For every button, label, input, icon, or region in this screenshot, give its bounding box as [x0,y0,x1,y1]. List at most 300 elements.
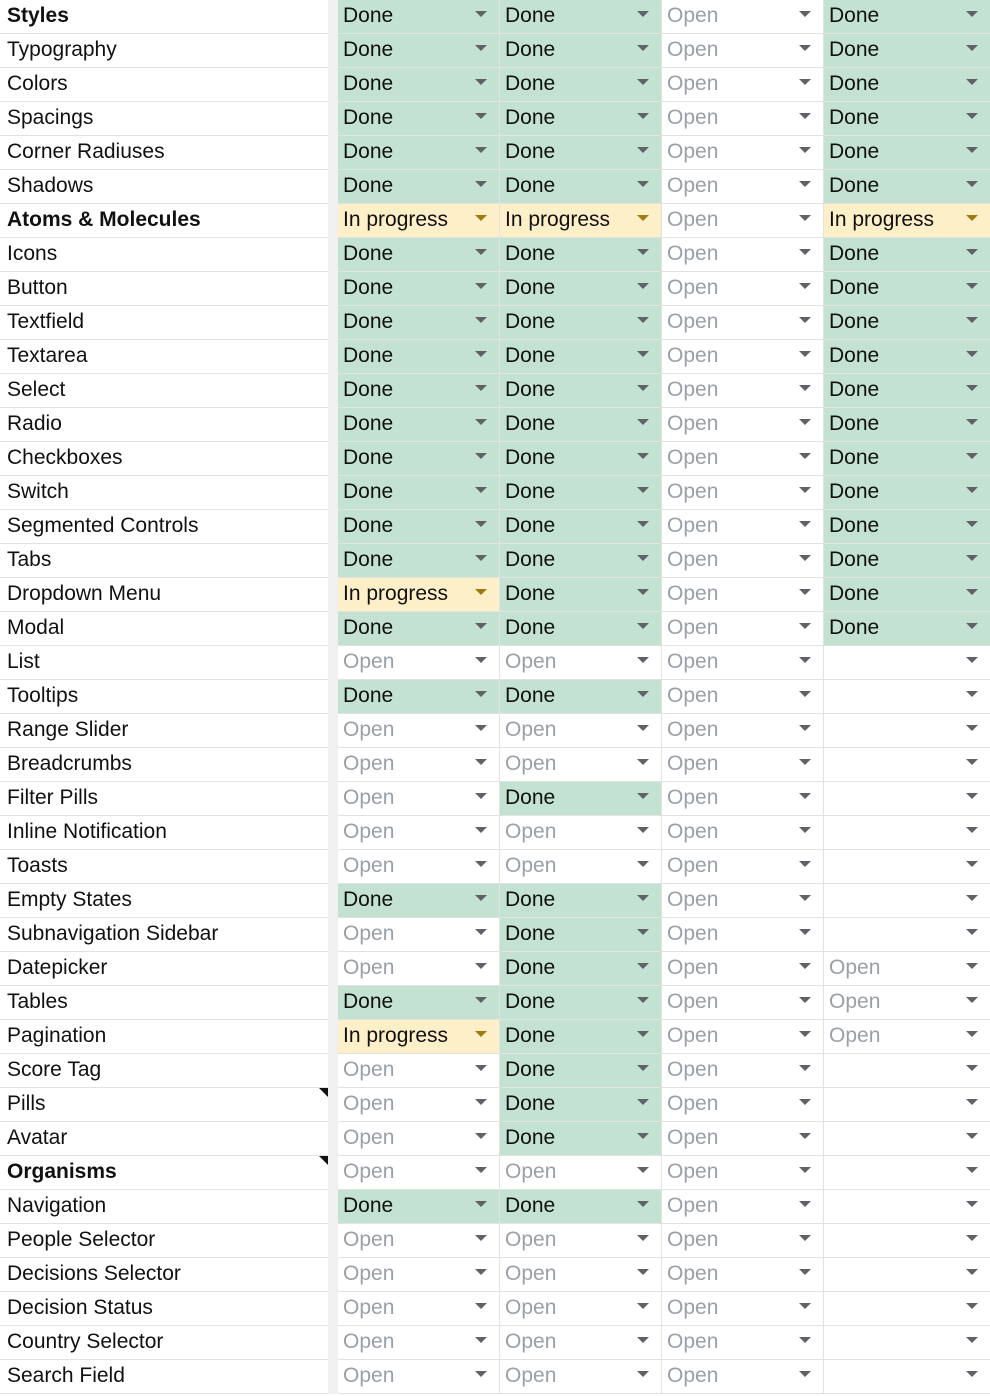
status-dropdown[interactable] [824,1156,990,1190]
chevron-down-icon[interactable] [966,419,978,425]
chevron-down-icon[interactable] [475,759,487,765]
chevron-down-icon[interactable] [637,691,649,697]
chevron-down-icon[interactable] [637,283,649,289]
chevron-down-icon[interactable] [799,79,811,85]
chevron-down-icon[interactable] [799,555,811,561]
chevron-down-icon[interactable] [637,1371,649,1377]
status-dropdown[interactable] [662,204,824,238]
chevron-down-icon[interactable] [475,45,487,51]
chevron-down-icon[interactable] [799,1133,811,1139]
component-name-cell[interactable] [0,306,328,340]
chevron-down-icon[interactable] [637,963,649,969]
chevron-down-icon[interactable] [475,79,487,85]
status-dropdown[interactable] [338,748,500,782]
status-dropdown[interactable] [338,612,500,646]
status-dropdown[interactable] [662,918,824,952]
status-dropdown[interactable] [338,1122,500,1156]
status-dropdown[interactable] [662,748,824,782]
chevron-down-icon[interactable] [966,997,978,1003]
chevron-down-icon[interactable] [475,929,487,935]
chevron-down-icon[interactable] [799,1337,811,1343]
chevron-down-icon[interactable] [637,1235,649,1241]
component-name-cell[interactable] [0,510,328,544]
component-name-cell[interactable] [0,782,328,816]
chevron-down-icon[interactable] [799,249,811,255]
status-dropdown[interactable] [338,884,500,918]
chevron-down-icon[interactable] [799,929,811,935]
chevron-down-icon[interactable] [637,249,649,255]
chevron-down-icon[interactable] [637,453,649,459]
chevron-down-icon[interactable] [475,249,487,255]
chevron-down-icon[interactable] [966,521,978,527]
chevron-down-icon[interactable] [799,1235,811,1241]
status-dropdown[interactable] [662,170,824,204]
status-dropdown[interactable] [338,1190,500,1224]
chevron-down-icon[interactable] [475,963,487,969]
chevron-down-icon[interactable] [475,997,487,1003]
status-dropdown[interactable] [500,204,662,238]
chevron-down-icon[interactable] [637,351,649,357]
chevron-down-icon[interactable] [637,45,649,51]
chevron-down-icon[interactable] [475,521,487,527]
chevron-down-icon[interactable] [966,555,978,561]
chevron-down-icon[interactable] [966,623,978,629]
status-dropdown[interactable] [662,1190,824,1224]
status-dropdown[interactable] [500,1020,662,1054]
status-dropdown[interactable] [824,238,990,272]
status-dropdown[interactable] [824,1088,990,1122]
status-dropdown[interactable] [824,884,990,918]
chevron-down-icon[interactable] [799,1099,811,1105]
status-dropdown[interactable] [824,1326,990,1360]
chevron-down-icon[interactable] [799,997,811,1003]
status-dropdown[interactable] [500,1258,662,1292]
component-name-cell[interactable] [0,238,328,272]
component-name-cell[interactable] [0,918,328,952]
chevron-down-icon[interactable] [966,1133,978,1139]
status-dropdown[interactable] [338,102,500,136]
component-name-cell[interactable] [0,884,328,918]
chevron-down-icon[interactable] [799,521,811,527]
chevron-down-icon[interactable] [799,45,811,51]
status-dropdown[interactable] [824,680,990,714]
status-dropdown[interactable] [662,34,824,68]
status-dropdown[interactable] [824,102,990,136]
chevron-down-icon[interactable] [966,657,978,663]
chevron-down-icon[interactable] [966,351,978,357]
chevron-down-icon[interactable] [966,1337,978,1343]
status-dropdown[interactable] [662,510,824,544]
status-dropdown[interactable] [338,408,500,442]
chevron-down-icon[interactable] [966,79,978,85]
component-name-cell[interactable] [0,340,328,374]
chevron-down-icon[interactable] [475,793,487,799]
status-dropdown[interactable] [500,272,662,306]
chevron-down-icon[interactable] [637,997,649,1003]
status-dropdown[interactable] [662,374,824,408]
status-dropdown[interactable] [824,782,990,816]
chevron-down-icon[interactable] [966,487,978,493]
status-dropdown[interactable] [824,170,990,204]
chevron-down-icon[interactable] [475,1065,487,1071]
chevron-down-icon[interactable] [966,1167,978,1173]
chevron-down-icon[interactable] [799,827,811,833]
chevron-down-icon[interactable] [475,1371,487,1377]
chevron-down-icon[interactable] [637,317,649,323]
status-dropdown[interactable] [500,646,662,680]
status-dropdown[interactable] [500,170,662,204]
component-name-cell[interactable] [0,1020,328,1054]
chevron-down-icon[interactable] [637,555,649,561]
status-dropdown[interactable] [824,986,990,1020]
status-dropdown[interactable] [500,544,662,578]
status-dropdown[interactable] [662,340,824,374]
status-dropdown[interactable] [338,646,500,680]
component-name-cell[interactable] [0,850,328,884]
chevron-down-icon[interactable] [637,725,649,731]
status-dropdown[interactable] [338,680,500,714]
chevron-down-icon[interactable] [966,215,978,221]
status-dropdown[interactable] [500,986,662,1020]
component-name-cell[interactable] [0,816,328,850]
chevron-down-icon[interactable] [799,453,811,459]
chevron-down-icon[interactable] [799,963,811,969]
status-dropdown[interactable] [500,612,662,646]
status-dropdown[interactable] [824,272,990,306]
status-dropdown[interactable] [662,714,824,748]
status-dropdown[interactable] [662,136,824,170]
chevron-down-icon[interactable] [475,487,487,493]
status-dropdown[interactable] [338,782,500,816]
component-name-cell[interactable] [0,1190,328,1224]
status-dropdown[interactable] [662,1088,824,1122]
status-dropdown[interactable] [500,34,662,68]
component-name-cell[interactable] [0,1360,328,1394]
status-dropdown[interactable] [824,1224,990,1258]
component-name-cell[interactable] [0,68,328,102]
status-dropdown[interactable] [824,0,990,34]
status-dropdown[interactable] [338,306,500,340]
chevron-down-icon[interactable] [637,487,649,493]
status-dropdown[interactable] [338,714,500,748]
status-dropdown[interactable] [662,1292,824,1326]
status-dropdown[interactable] [824,816,990,850]
chevron-down-icon[interactable] [475,725,487,731]
status-dropdown[interactable] [500,680,662,714]
chevron-down-icon[interactable] [637,759,649,765]
status-dropdown[interactable] [338,1156,500,1190]
component-name-cell[interactable] [0,442,328,476]
chevron-down-icon[interactable] [966,759,978,765]
status-dropdown[interactable] [338,918,500,952]
chevron-down-icon[interactable] [637,827,649,833]
status-dropdown[interactable] [500,1054,662,1088]
chevron-down-icon[interactable] [475,283,487,289]
status-dropdown[interactable] [662,68,824,102]
status-dropdown[interactable] [500,1156,662,1190]
chevron-down-icon[interactable] [966,45,978,51]
component-name-cell[interactable] [0,1088,328,1122]
chevron-down-icon[interactable] [799,725,811,731]
status-dropdown[interactable] [824,510,990,544]
status-dropdown[interactable] [662,1224,824,1258]
status-dropdown[interactable] [662,1122,824,1156]
chevron-down-icon[interactable] [966,793,978,799]
chevron-down-icon[interactable] [799,11,811,17]
status-dropdown[interactable] [662,408,824,442]
status-dropdown[interactable] [338,952,500,986]
chevron-down-icon[interactable] [637,147,649,153]
status-dropdown[interactable] [500,476,662,510]
chevron-down-icon[interactable] [799,385,811,391]
status-dropdown[interactable] [824,748,990,782]
chevron-down-icon[interactable] [475,589,487,595]
status-dropdown[interactable] [662,816,824,850]
chevron-down-icon[interactable] [637,419,649,425]
status-dropdown[interactable] [338,272,500,306]
chevron-down-icon[interactable] [475,317,487,323]
status-dropdown[interactable] [500,850,662,884]
status-dropdown[interactable] [824,34,990,68]
chevron-down-icon[interactable] [637,1201,649,1207]
component-name-cell[interactable] [0,646,328,680]
component-name-cell[interactable] [0,1224,328,1258]
status-dropdown[interactable] [824,306,990,340]
chevron-down-icon[interactable] [966,283,978,289]
chevron-down-icon[interactable] [637,181,649,187]
status-dropdown[interactable] [662,680,824,714]
chevron-down-icon[interactable] [799,1201,811,1207]
status-dropdown[interactable] [338,34,500,68]
chevron-down-icon[interactable] [637,895,649,901]
component-name-cell[interactable] [0,34,328,68]
chevron-down-icon[interactable] [966,929,978,935]
status-dropdown[interactable] [500,442,662,476]
chevron-down-icon[interactable] [475,1167,487,1173]
status-dropdown[interactable] [338,1224,500,1258]
status-dropdown[interactable] [500,102,662,136]
chevron-down-icon[interactable] [799,487,811,493]
chevron-down-icon[interactable] [637,1133,649,1139]
chevron-down-icon[interactable] [966,691,978,697]
section-header-cell[interactable] [0,0,328,34]
chevron-down-icon[interactable] [966,725,978,731]
status-dropdown[interactable] [824,1122,990,1156]
status-dropdown[interactable] [824,1054,990,1088]
component-name-cell[interactable] [0,1292,328,1326]
chevron-down-icon[interactable] [799,895,811,901]
chevron-down-icon[interactable] [637,861,649,867]
status-dropdown[interactable] [824,578,990,612]
status-dropdown[interactable] [824,1020,990,1054]
component-name-cell[interactable] [0,374,328,408]
chevron-down-icon[interactable] [966,1235,978,1241]
chevron-down-icon[interactable] [475,351,487,357]
status-dropdown[interactable] [500,714,662,748]
chevron-down-icon[interactable] [475,11,487,17]
status-dropdown[interactable] [824,714,990,748]
status-dropdown[interactable] [338,374,500,408]
status-dropdown[interactable] [662,1360,824,1394]
chevron-down-icon[interactable] [966,963,978,969]
chevron-down-icon[interactable] [799,657,811,663]
status-dropdown[interactable] [662,782,824,816]
status-dropdown[interactable] [338,986,500,1020]
chevron-down-icon[interactable] [475,385,487,391]
chevron-down-icon[interactable] [637,1065,649,1071]
chevron-down-icon[interactable] [966,249,978,255]
comment-indicator-icon[interactable] [319,1088,328,1097]
status-dropdown[interactable] [338,0,500,34]
chevron-down-icon[interactable] [799,1167,811,1173]
component-name-cell[interactable] [0,1122,328,1156]
chevron-down-icon[interactable] [637,657,649,663]
status-dropdown[interactable] [662,1156,824,1190]
status-dropdown[interactable] [338,578,500,612]
chevron-down-icon[interactable] [475,1269,487,1275]
chevron-down-icon[interactable] [966,589,978,595]
chevron-down-icon[interactable] [475,1235,487,1241]
status-dropdown[interactable] [662,884,824,918]
status-dropdown[interactable] [500,374,662,408]
chevron-down-icon[interactable] [799,1371,811,1377]
status-dropdown[interactable] [500,340,662,374]
chevron-down-icon[interactable] [475,113,487,119]
status-dropdown[interactable] [338,442,500,476]
component-name-cell[interactable] [0,714,328,748]
chevron-down-icon[interactable] [799,1269,811,1275]
chevron-down-icon[interactable] [637,793,649,799]
status-dropdown[interactable] [662,544,824,578]
status-dropdown[interactable] [338,68,500,102]
status-dropdown[interactable] [662,476,824,510]
status-dropdown[interactable] [338,1326,500,1360]
chevron-down-icon[interactable] [475,623,487,629]
status-dropdown[interactable] [662,612,824,646]
status-dropdown[interactable] [338,1292,500,1326]
chevron-down-icon[interactable] [637,1269,649,1275]
status-dropdown[interactable] [824,1292,990,1326]
status-dropdown[interactable] [662,272,824,306]
chevron-down-icon[interactable] [966,453,978,459]
status-dropdown[interactable] [500,306,662,340]
chevron-down-icon[interactable] [637,1031,649,1037]
status-dropdown[interactable] [500,0,662,34]
component-name-cell[interactable] [0,578,328,612]
chevron-down-icon[interactable] [966,147,978,153]
status-dropdown[interactable] [662,646,824,680]
component-name-cell[interactable] [0,170,328,204]
comment-indicator-icon[interactable] [319,1156,328,1165]
component-name-cell[interactable] [0,952,328,986]
status-dropdown[interactable] [824,476,990,510]
status-dropdown[interactable] [338,510,500,544]
chevron-down-icon[interactable] [966,385,978,391]
chevron-down-icon[interactable] [637,929,649,935]
chevron-down-icon[interactable] [966,861,978,867]
chevron-down-icon[interactable] [475,1099,487,1105]
status-dropdown[interactable] [824,1190,990,1224]
status-dropdown[interactable] [338,1360,500,1394]
section-header-cell[interactable] [0,1156,328,1190]
chevron-down-icon[interactable] [799,351,811,357]
status-dropdown[interactable] [824,68,990,102]
chevron-down-icon[interactable] [475,691,487,697]
chevron-down-icon[interactable] [475,1133,487,1139]
status-dropdown[interactable] [500,1326,662,1360]
status-dropdown[interactable] [500,68,662,102]
status-dropdown[interactable] [338,850,500,884]
status-dropdown[interactable] [338,1020,500,1054]
chevron-down-icon[interactable] [475,215,487,221]
status-dropdown[interactable] [500,1190,662,1224]
status-dropdown[interactable] [662,1326,824,1360]
status-dropdown[interactable] [338,238,500,272]
chevron-down-icon[interactable] [475,147,487,153]
status-dropdown[interactable] [500,238,662,272]
chevron-down-icon[interactable] [637,11,649,17]
chevron-down-icon[interactable] [799,113,811,119]
status-dropdown[interactable] [500,1088,662,1122]
chevron-down-icon[interactable] [637,79,649,85]
status-dropdown[interactable] [338,204,500,238]
chevron-down-icon[interactable] [637,215,649,221]
component-name-cell[interactable] [0,1054,328,1088]
status-dropdown[interactable] [662,986,824,1020]
chevron-down-icon[interactable] [475,181,487,187]
chevron-down-icon[interactable] [637,1337,649,1343]
status-dropdown[interactable] [338,816,500,850]
chevron-down-icon[interactable] [966,895,978,901]
chevron-down-icon[interactable] [637,589,649,595]
status-dropdown[interactable] [338,1054,500,1088]
chevron-down-icon[interactable] [475,895,487,901]
component-name-cell[interactable] [0,408,328,442]
component-name-cell[interactable] [0,272,328,306]
chevron-down-icon[interactable] [799,147,811,153]
component-name-cell[interactable] [0,544,328,578]
status-dropdown[interactable] [500,782,662,816]
status-dropdown[interactable] [338,340,500,374]
chevron-down-icon[interactable] [799,793,811,799]
component-name-cell[interactable] [0,136,328,170]
status-dropdown[interactable] [662,238,824,272]
chevron-down-icon[interactable] [966,1371,978,1377]
chevron-down-icon[interactable] [799,759,811,765]
status-dropdown[interactable] [500,918,662,952]
status-dropdown[interactable] [824,952,990,986]
chevron-down-icon[interactable] [799,215,811,221]
chevron-down-icon[interactable] [966,317,978,323]
chevron-down-icon[interactable] [475,453,487,459]
chevron-down-icon[interactable] [966,1099,978,1105]
component-name-cell[interactable] [0,986,328,1020]
chevron-down-icon[interactable] [637,521,649,527]
status-dropdown[interactable] [662,306,824,340]
chevron-down-icon[interactable] [475,1303,487,1309]
chevron-down-icon[interactable] [637,1167,649,1173]
chevron-down-icon[interactable] [966,1065,978,1071]
chevron-down-icon[interactable] [799,1031,811,1037]
component-name-cell[interactable] [0,680,328,714]
chevron-down-icon[interactable] [637,385,649,391]
component-name-cell[interactable] [0,748,328,782]
chevron-down-icon[interactable] [966,113,978,119]
status-dropdown[interactable] [662,1020,824,1054]
chevron-down-icon[interactable] [475,1201,487,1207]
status-dropdown[interactable] [824,544,990,578]
status-dropdown[interactable] [500,884,662,918]
